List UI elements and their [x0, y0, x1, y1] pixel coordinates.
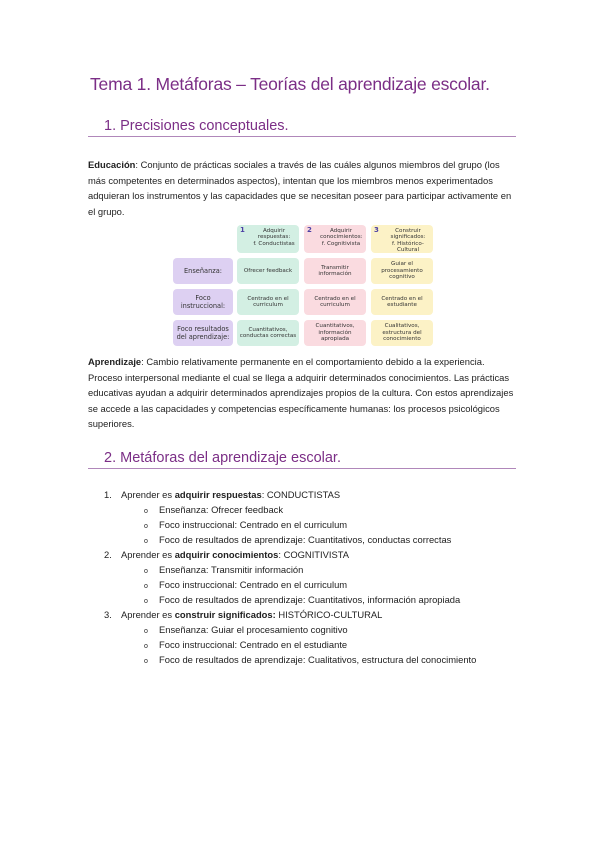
cell-ensenanza-historico: [371, 258, 433, 284]
sub-item-text: Foco de resultados de aprendizaje: Cuantitativos, conductas correctas: [159, 534, 452, 545]
cell-line: información: [318, 329, 352, 336]
list-bold: adquirir conocimientos: [174, 549, 279, 560]
cell-line: información: [318, 271, 352, 277]
term-educacion: Educación: [88, 159, 136, 170]
sub-item-text: Foco instruccional: Centrado en el estudiante: [159, 639, 348, 650]
list-item: [104, 549, 349, 560]
sub-item: [144, 564, 303, 575]
section-number: 2.: [104, 450, 117, 466]
cell-line: Centrado en el: [314, 295, 356, 302]
section-title: Metáforas del aprendizaje escolar.: [120, 450, 341, 466]
section-heading-1: [88, 118, 516, 137]
header-line: Construir: [395, 228, 421, 234]
sub-item: [144, 654, 476, 665]
header-conductistas: [237, 225, 299, 253]
sub-item-text: Foco instruccional: Centrado en el curriculum: [159, 519, 348, 530]
row-label-line: Foco resultados: [177, 325, 229, 333]
section-number: 1.: [104, 118, 117, 134]
list-prefix: Aprender es: [121, 489, 175, 500]
cell-foco-cognitivista: [304, 289, 366, 315]
row-label-line: Foco: [195, 294, 211, 302]
bullet: o: [144, 658, 148, 665]
cell-line: Ofrecer feedback: [243, 267, 293, 274]
cell-line: Centrado en el: [247, 295, 289, 302]
header-line: f. Cognitivista: [321, 240, 361, 247]
cell-line: Cualitativos,: [384, 323, 420, 330]
list-bold: construir significados:: [174, 609, 276, 620]
term-aprendizaje: Aprendizaje: [88, 356, 142, 367]
sub-item: [144, 579, 347, 590]
cell-resultados-historico: [371, 320, 433, 346]
cell-resultados-conductistas: [237, 320, 299, 346]
header-number: 3: [374, 226, 379, 234]
row-label-ensenanza: [173, 258, 233, 284]
cell-line: conductas correctas: [239, 333, 297, 339]
list-prefix: Aprender es: [121, 549, 175, 560]
list-prefix: Aprender es: [121, 609, 175, 620]
cell-line: Transmitir: [321, 264, 349, 271]
sub-item-text: Enseñanza: Ofrecer feedback: [159, 504, 284, 515]
metaphors-summary-image: [173, 223, 433, 347]
header-number: 1: [240, 226, 245, 234]
header-line: respuestas:: [257, 234, 291, 241]
bullet: o: [144, 568, 148, 575]
cell-ensenanza-conductistas: [237, 258, 299, 284]
sub-item: [144, 519, 347, 530]
sub-item-text: Enseñanza: Guiar el procesamiento cognitivo: [159, 624, 348, 635]
bullet: o: [144, 538, 148, 545]
header-cognitivista: [304, 225, 366, 253]
cell-ensenanza-cognitivista: [304, 258, 366, 284]
sub-item-text: Foco de resultados de aprendizaje: Cuantitativos, información apropiada: [159, 594, 461, 605]
cell-line: procesamiento: [381, 267, 423, 274]
header-line: conocimientos:: [320, 234, 363, 241]
bullet: o: [144, 583, 148, 590]
list-suffix: : COGNITIVISTA: [278, 549, 350, 560]
list-bold: adquirir respuestas: [174, 489, 262, 500]
definition-educacion: : Conjunto de prácticas sociales a través de las cuáles algunos miembros del grupo (los más competentes en determinados aspectos), intentan que los miembros menos experimentados adquieran los instrumentos y las capacidades que se necesitan poseer para participar activamente en el grupo.: [88, 159, 512, 217]
cell-line: cognitivo: [389, 274, 415, 281]
row-label-foco-instruccional: [173, 289, 233, 315]
sub-item-text: Enseñanza: Transmitir información: [159, 564, 304, 575]
header-number: 2: [307, 226, 312, 234]
bullet: o: [144, 598, 148, 605]
list-suffix: HISTÓRICO-CULTURAL: [275, 609, 383, 620]
row-label-line: instruccional:: [180, 302, 226, 310]
list-item: [104, 609, 382, 620]
sub-item: [144, 504, 283, 515]
sub-item-text: Foco de resultados de aprendizaje: Cualitativos, estructura del conocimiento: [159, 654, 477, 665]
header-line: f. Conductistas: [253, 240, 295, 247]
header-historico-cultural: [371, 225, 433, 253]
sub-item: [144, 639, 347, 650]
sub-item-text: Foco instruccional: Centrado en el curriculum: [159, 579, 348, 590]
bullet: o: [144, 523, 148, 530]
cell-line: estructura del: [382, 329, 422, 336]
page-title: Tema 1. Metáforas – Teorías del aprendizaje escolar.: [90, 74, 490, 94]
cell-resultados-cognitivista: [304, 320, 366, 346]
cell-line: Cuantitativos,: [315, 323, 355, 330]
row-label-line: Enseñanza:: [184, 267, 222, 275]
cell-line: Guiar el: [391, 261, 413, 268]
section-heading-2: [88, 450, 516, 469]
header-line: Adquirir: [262, 228, 286, 234]
list-number: 3.: [104, 609, 112, 620]
list-number: 1.: [104, 489, 112, 500]
header-line: f. Histórico-Cultural: [392, 240, 424, 254]
cell-line: Cuantitativos,: [248, 326, 288, 333]
paragraph-aprendizaje: [88, 354, 518, 432]
sub-item: [144, 534, 451, 545]
row-label-line: del aprendizaje:: [176, 333, 230, 341]
cell-line: conocimiento: [383, 336, 421, 343]
list-number: 2.: [104, 549, 112, 560]
definition-aprendizaje: : Cambio relativamente permanente en el comportamiento debido a la experiencia. Proceso interpersonal mediante el cual se llega a adquirir determinados conocimientos. Las prácticas educativas ayudan a adquirir determinados aprendizajes propios de la cultura. Con estos aprendizajes se accede a las capacidades y competencias específicamente humanas: los procesos psicológicos superiores.: [88, 356, 514, 430]
cell-foco-historico: [371, 289, 433, 315]
bullet: o: [144, 628, 148, 635]
cell-line: curriculum: [253, 302, 283, 308]
list-item: [104, 489, 340, 500]
bullet: o: [144, 643, 148, 650]
cell-line: apropiada: [320, 336, 350, 343]
bullet: o: [144, 508, 148, 515]
cell-line: Centrado en el: [381, 295, 423, 302]
header-line: significados:: [390, 234, 426, 241]
header-line: Adquirir: [329, 228, 353, 234]
cell-foco-conductistas: [237, 289, 299, 315]
section-title: Precisiones conceptuales.: [120, 118, 289, 134]
cell-line: estudiante: [387, 302, 417, 308]
paragraph-educacion: [88, 157, 518, 219]
sub-item: [144, 594, 460, 605]
cell-line: curriculum: [320, 302, 350, 308]
list-suffix: : CONDUCTISTAS: [261, 489, 341, 500]
sub-item: [144, 624, 348, 635]
row-label-foco-resultados: [173, 320, 233, 346]
